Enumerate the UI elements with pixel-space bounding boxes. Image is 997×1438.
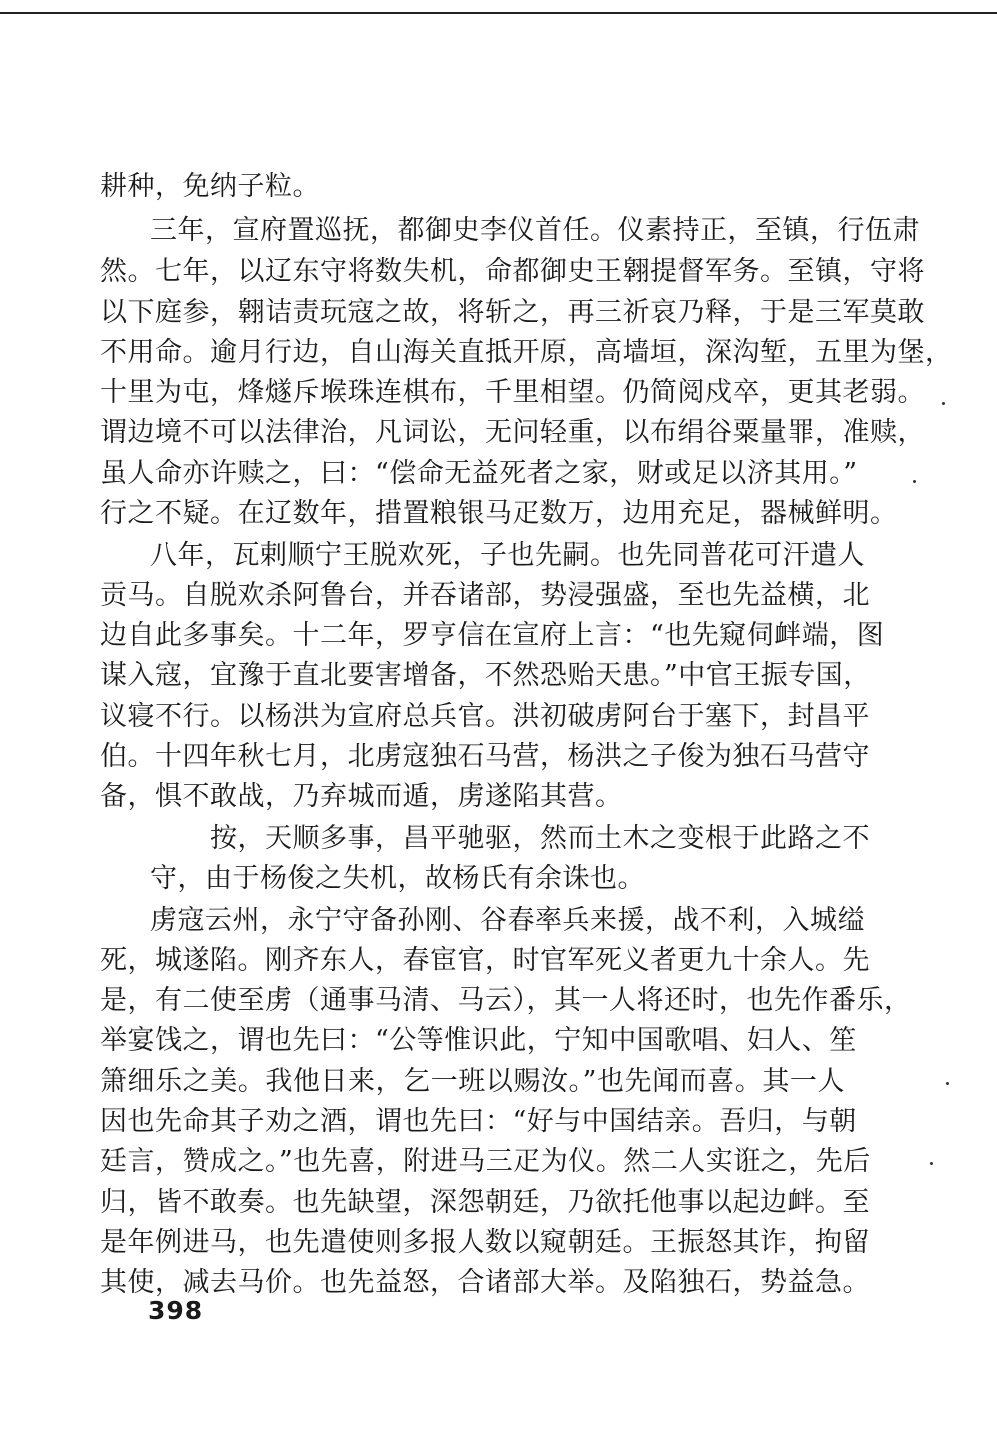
text-line: 三年，宣府置巡抚，都御史李仪首任。仪素持正，至镇，行伍肃 <box>150 215 920 246</box>
text-line: 归，皆不敢奏。也先缺望，深怨朝廷，乃欲托他事以起边衅。至 <box>100 1187 870 1218</box>
annotation-line: 守，由于杨俊之失机，故杨氏有余诛也。 <box>150 863 645 894</box>
text-line: 虏寇云州，永宁守备孙刚、谷春率兵来援，战不利，入城缢 <box>150 905 865 936</box>
scan-speck <box>913 480 916 483</box>
text-line: 举宴饯之，谓也先曰：“公等惟识此，宁知中国歌唱、妇人、笙 <box>100 1025 857 1056</box>
text-line: 不用命。逾月行边，自山海关直抵开原，高墙垣，深沟堑，五里为堡， <box>100 337 953 368</box>
text-line: 谓边境不可以法律治，凡词讼，无问轻重，以布绢谷粟量罪，准赎， <box>100 417 925 448</box>
text-line: 箫细乐之美。我他日来，乞一班以赐汝。”也先闻而喜。其一人 <box>100 1066 845 1097</box>
text-line: 边自此多事矣。十二年，罗亨信在宣府上言：“也先窥伺衅端，图 <box>100 620 885 651</box>
annotation-line: 按，天顺多事，昌平驰驱，然而土木之变根于此路之不 <box>210 823 870 854</box>
text-line: 其使，减去马价。也先益怒，合诸部大举。及陷独石，势益急。 <box>100 1267 870 1298</box>
scan-speck <box>930 1162 933 1165</box>
page-number: 398 <box>148 1296 204 1325</box>
text-line: 谋入寇，宜豫于直北要害增备，不然恐贻天患。”中官王振专国， <box>100 660 871 691</box>
text-line: 十里为屯，烽燧斥堠珠连棋布，千里相望。仍简阅戍卒，更其老弱。 <box>100 377 925 408</box>
text-line: 死，城遂陷。刚齐东人，春宦官，时官军死义者更九十余人。先 <box>100 945 870 976</box>
text-line: 伯。十四年秋七月，北虏寇独石马营，杨洪之子俊为独石马营守 <box>100 741 870 772</box>
scan-speck <box>946 1082 949 1085</box>
text-line: 廷言，赞成之。”也先喜，附进马三疋为仪。然二人实诳之，先后 <box>100 1146 871 1177</box>
text-line: 是，有二使至虏（通事马清、马云），其一人将还时，也先作番乐， <box>100 985 912 1016</box>
text-line: 议寝不行。以杨洪为宣府总兵官。洪初破虏阿台于塞下，封昌平 <box>100 701 870 732</box>
text-line: 行之不疑。在辽数年，措置粮银马疋数万，边用充足，器械鲜明。 <box>100 498 898 529</box>
text-line: 八年，瓦剌顺宁王脱欢死，子也先嗣。也先同普花可汗遣人 <box>150 540 865 571</box>
scan-speck <box>942 402 945 405</box>
text-line: 然。七年，以辽东守将数失机，命都御史王翱提督军务。至镇，守将 <box>100 256 925 287</box>
text-line: 备，惧不敢战，乃弃城而遁，虏遂陷其营。 <box>100 781 623 812</box>
text-line: 贡马。自脱欢杀阿鲁台，并吞诸部，势浸强盛，至也先益横，北 <box>100 580 870 611</box>
text-line: 因也先命其子劝之酒，谓也先曰：“好与中国结亲。吾归，与朝 <box>100 1106 857 1137</box>
text-line: 以下庭参，翱诘责玩寇之故，将斩之，再三祈哀乃释，于是三军莫敢 <box>100 297 925 328</box>
text-line: 耕种，免纳子粒。 <box>100 171 320 202</box>
text-line: 虽人命亦许赎之，曰：“偿命无益死者之家，财或足以济其用。” <box>100 458 858 489</box>
text-line: 是年例进马，也先遣使则多报人数以窥朝廷。王振怒其诈，拘留 <box>100 1227 870 1258</box>
